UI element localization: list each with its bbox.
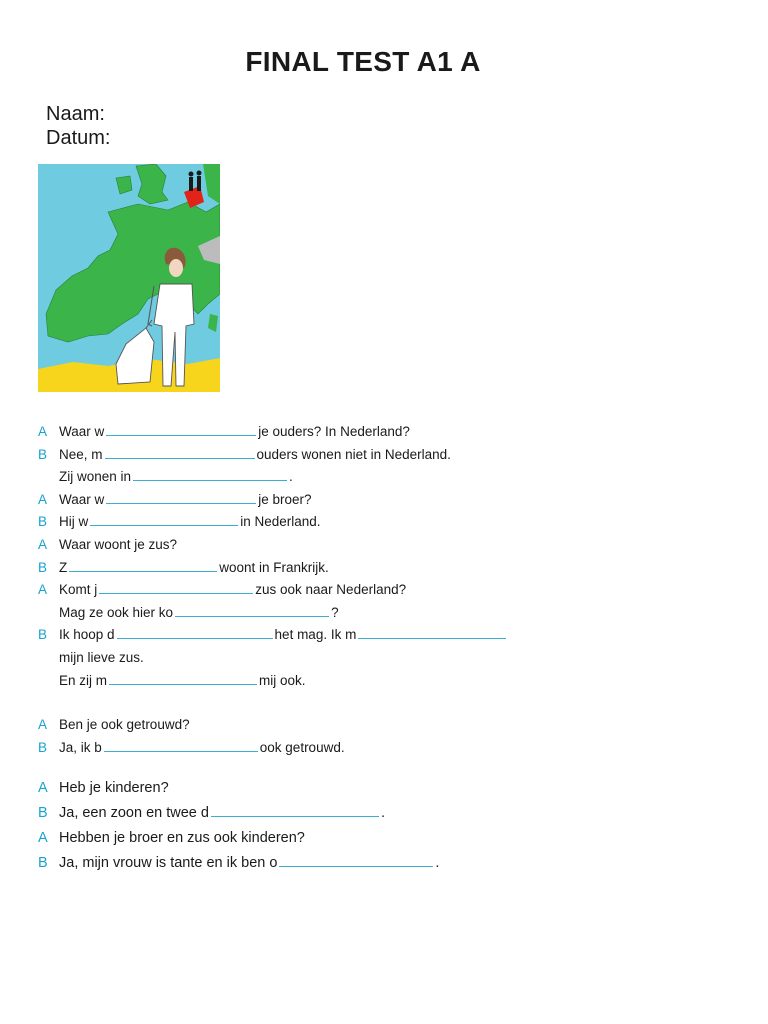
speaker-label: B bbox=[38, 805, 48, 822]
line-text: . bbox=[435, 855, 440, 872]
dialogue-line bbox=[38, 466, 738, 489]
name-label: Naam: bbox=[46, 103, 105, 125]
speaker-label: B bbox=[38, 627, 48, 643]
dialogue-line bbox=[38, 444, 738, 467]
dialogue-line bbox=[38, 851, 738, 876]
fill-in-blank[interactable] bbox=[106, 489, 256, 504]
dialogue-line bbox=[38, 647, 738, 670]
dialogue-line bbox=[38, 826, 738, 851]
fill-in-blank[interactable] bbox=[99, 579, 253, 594]
page-title: FINAL TEST A1 A bbox=[245, 46, 481, 77]
line-text: Zij wonen in bbox=[59, 469, 132, 485]
line-text: je broer? bbox=[258, 491, 312, 507]
speaker-label: A bbox=[38, 536, 48, 552]
dialogue-line bbox=[38, 557, 738, 580]
fill-in-blank[interactable] bbox=[279, 852, 433, 867]
line-text: zus ook naar Nederland? bbox=[255, 582, 407, 598]
fill-in-blank[interactable] bbox=[105, 444, 255, 459]
dialogue-line bbox=[38, 579, 738, 602]
dialogue-line bbox=[38, 421, 738, 444]
line-text: Mag ze ook hier ko bbox=[59, 604, 174, 620]
fill-in-blank[interactable] bbox=[211, 802, 379, 817]
line-text: . bbox=[380, 805, 385, 822]
speaker-label: B bbox=[38, 855, 48, 872]
line-text: Heb je kinderen? bbox=[59, 780, 169, 797]
line-text: ? bbox=[331, 604, 339, 620]
dialogue-exercise bbox=[38, 421, 738, 876]
fill-in-blank[interactable] bbox=[104, 737, 258, 752]
line-text: . bbox=[289, 469, 293, 485]
fill-in-blank[interactable] bbox=[109, 670, 257, 685]
line-text: ook getrouwd. bbox=[259, 739, 345, 755]
speaker-label: A bbox=[38, 717, 48, 733]
line-text: En zij m bbox=[59, 672, 108, 688]
dialogue-line bbox=[38, 489, 738, 512]
dialogue-line bbox=[38, 511, 738, 534]
dialogue-section-large bbox=[38, 776, 738, 876]
dialogue-line bbox=[38, 534, 738, 557]
line-text: in Nederland. bbox=[240, 514, 321, 530]
fill-in-blank[interactable] bbox=[90, 511, 238, 526]
line-text: Waar w bbox=[59, 491, 105, 507]
line-text: Nee, m bbox=[59, 446, 103, 462]
speaker-label: B bbox=[38, 514, 48, 530]
fill-in-blank[interactable] bbox=[69, 557, 217, 572]
dialogue-line bbox=[38, 776, 738, 801]
line-text: Ja, ik b bbox=[59, 739, 102, 755]
line-text: mij ook. bbox=[259, 672, 306, 688]
fill-in-blank[interactable] bbox=[106, 421, 256, 436]
dialogue-line bbox=[38, 602, 738, 625]
line-text: Hij w bbox=[59, 514, 89, 530]
speaker-label: B bbox=[38, 739, 48, 755]
dialogue-line bbox=[38, 737, 738, 760]
speaker-label: A bbox=[38, 830, 48, 847]
date-label: Datum: bbox=[46, 127, 111, 149]
line-text: mijn lieve zus. bbox=[59, 649, 144, 665]
line-text: Hebben je broer en zus ook kinderen? bbox=[59, 830, 305, 847]
line-text: woont in Frankrijk. bbox=[219, 559, 329, 575]
speaker-label: A bbox=[38, 582, 48, 598]
line-text: Waar w bbox=[59, 424, 105, 439]
fill-in-blank[interactable] bbox=[358, 624, 506, 639]
speaker-label: A bbox=[38, 780, 48, 797]
dialogue-line bbox=[38, 801, 738, 826]
line-text: je ouders? In Nederland? bbox=[258, 424, 410, 439]
line-text: Ben je ook getrouwd? bbox=[59, 717, 190, 733]
fill-in-blank[interactable] bbox=[133, 466, 287, 481]
speaker-label: B bbox=[38, 446, 48, 462]
line-text: Ja, mijn vrouw is tante en ik ben o bbox=[59, 855, 278, 872]
line-text: Z bbox=[59, 559, 68, 575]
speaker-label: A bbox=[38, 424, 48, 439]
speaker-label: B bbox=[38, 559, 48, 575]
fill-in-blank[interactable] bbox=[117, 624, 273, 639]
line-text: Komt j bbox=[59, 582, 98, 598]
line-text: ouders wonen niet in Nederland. bbox=[256, 446, 451, 462]
speaker-label: A bbox=[38, 491, 48, 507]
line-text: het mag. Ik m bbox=[274, 627, 357, 643]
line-text: Waar woont je zus? bbox=[59, 536, 178, 552]
fill-in-blank[interactable] bbox=[175, 602, 329, 617]
dialogue-line bbox=[38, 714, 738, 737]
line-text: Ja, een zoon en twee d bbox=[59, 805, 209, 822]
dialogue-line bbox=[38, 624, 738, 647]
dialogue-line bbox=[38, 670, 738, 693]
europe-map-illustration bbox=[38, 164, 220, 392]
line-text: Ik hoop d bbox=[59, 627, 115, 643]
